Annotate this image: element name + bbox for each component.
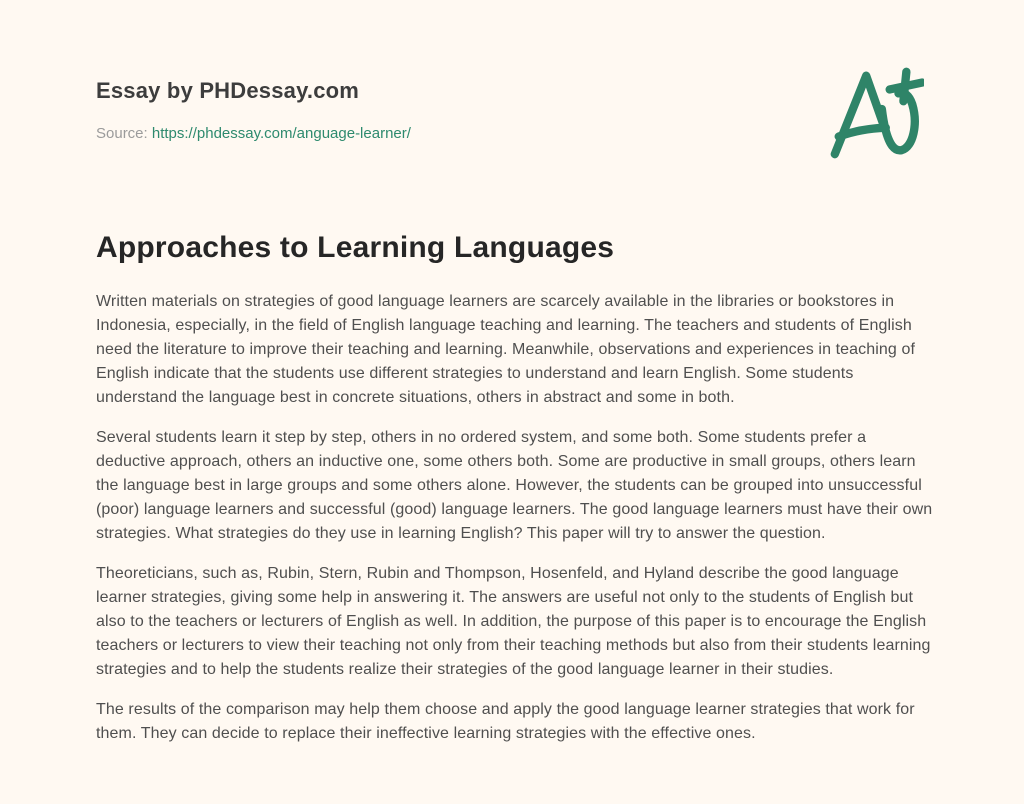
logo-a-stroke [835,76,884,154]
logo-plus-horizontal [890,83,922,90]
essay-title: Approaches to Learning Languages [96,231,615,264]
essay-paragraph-2: Several students learn it step by step, others in no ordered system, and some both. Some students prefer a deductive approach, others an inductive one, some others both. Some are productive in small groups, others learn the language best in large groups and some others alone. However, the students can be grouped into unsuccessful (poor) language learners and successful (good) language learners. The good language learners must have their own strategies. What strategies do they use in learning English? This paper will try to answer the question. [96,429,933,542]
source-line [96,125,928,143]
essay-paragraph-1: Written materials on strategies of good language learners are scarcely available in the libraries or bookstores in Indonesia, especially, in the field of English language teaching and learning. The teachers and students of English need the literature to improve their teaching and learning. Meanwhile, observations and experiences in teaching of English indicate that the students use different strategies to understand and learn English. Some students understand the language best in concrete situations, others in abstract and some in both. [96,293,916,406]
essay-paragraph-4: The results of the comparison may help them choose and apply the good language learner strategies that work for them. They can decide to replace their ineffective learning strategies with the effective ones. [96,701,915,742]
site-title: Essay by PHDessay.com [96,78,360,103]
logo-swoosh [882,93,915,150]
source-link[interactable]: https://phdessay.com/anguage-learner/ [151,125,411,142]
essay-content [0,230,1024,746]
phdessay-logo-icon [826,60,924,164]
essay-paragraph-3: Theoreticians, such as, Rubin, Stern, Rubin and Thompson, Hosenfeld, and Hyland describe the good language learner strategies, giving some help in answering it. The answers are useful not only to the students of English but also to the teachers or lecturers of English as well. In addition, the purpose of this paper is to encourage the English teachers or lecturers to view their teaching not only from their teaching methods but also from their students learning strategies and to help the students realize their strategies of the good language learner in their studies. [96,565,931,678]
source-label: Source: [96,125,148,142]
